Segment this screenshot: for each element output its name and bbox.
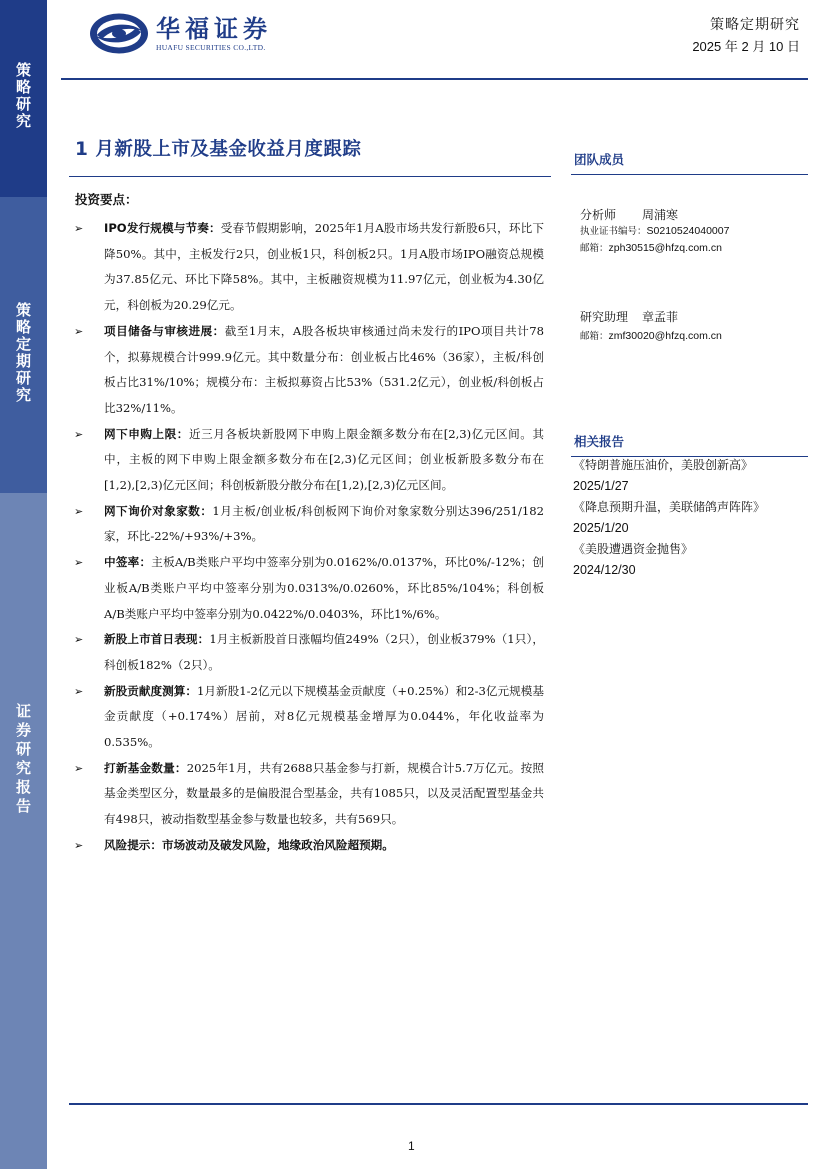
license-label: 执业证书编号：: [580, 226, 647, 237]
side-label-report: 证券研究报告: [14, 703, 32, 817]
assistant-email[interactable]: zmf30020@hfzq.com.cn: [608, 330, 722, 342]
related-report-title[interactable]: 《特朗普施压油价，美股创新高》: [573, 458, 754, 472]
key-point: [74, 756, 544, 833]
arrow-bullet-icon: ➢: [74, 427, 84, 441]
key-point-label: 新股上市首日表现：: [104, 632, 210, 647]
document-type: 策略定期研究: [710, 17, 800, 33]
key-point: [74, 550, 544, 627]
arrow-bullet-icon: ➢: [74, 324, 84, 338]
key-point-label: 项目储备与审核进展：: [104, 323, 225, 338]
key-points-list: [74, 216, 544, 859]
side-segment-periodic: [0, 197, 47, 493]
logo-swirl-icon: [88, 11, 150, 56]
header-divider: [61, 78, 808, 80]
analyst-name: 周浦寒: [642, 208, 679, 222]
email-label: 邮箱：: [580, 243, 609, 254]
key-point-label: IPO发行规模与节奏：: [104, 221, 221, 235]
document-date: 2025 年 2 月 10 日: [692, 39, 800, 54]
page-title: 1 月新股上市及基金收益月度跟踪: [75, 139, 362, 160]
summary-heading: 投资要点：: [75, 192, 138, 207]
related-report-date: 2025/1/20: [573, 521, 629, 535]
key-point-label: 网下询价对象家数：: [104, 503, 213, 518]
key-point-text: 近三月各板块新股网下申购上限金额多数分布在[2,3)亿元区间。其中，主板的网下申购上限金额多数分布在[2,3)亿元区间；创业板新股多数分布在[1,2),[2,3)亿元区间；科创板新股分散分布在[1,2),[2,3)亿元区间。: [104, 426, 544, 493]
arrow-bullet-icon: ➢: [74, 222, 84, 235]
analyst-license: [580, 223, 729, 237]
analyst-role: 分析师: [580, 208, 617, 222]
side-segment-report: [0, 493, 47, 1169]
key-point-label: 网下申购上限：: [104, 426, 189, 441]
assistant-name: 章孟菲: [642, 310, 679, 324]
related-report-title[interactable]: 《降息预期升温，美联储鸽声阵阵》: [573, 500, 766, 514]
key-point-label: 风险提示：: [104, 837, 162, 852]
related-report-title[interactable]: 《美股遭遇资金抛售》: [573, 542, 694, 556]
side-strip: [0, 0, 47, 1169]
arrow-bullet-icon: ➢: [74, 761, 84, 775]
analyst-row: [580, 206, 678, 223]
page-number: 1: [408, 1139, 415, 1153]
key-point-risk: [74, 833, 544, 859]
company-logo: [88, 11, 272, 56]
key-point-text: 1月新股1-2亿元以下规模基金贡献度（+0.25%）和2-3亿元规模基金贡献度（+0.174%）居前，对8亿元规模基金增厚为0.044%，年化收益率为0.535%。: [104, 683, 544, 750]
key-point: [74, 319, 544, 422]
key-point: [74, 627, 544, 678]
side-label-periodic: 策略定期研究: [14, 302, 32, 404]
license-value: S0210524040007: [646, 225, 730, 237]
key-point-text: 1月主板/创业板/科创板网下询价对象家数分别达396/251/182家，环比-22%/+93%/+3%。: [104, 503, 544, 544]
related-reports-section: [571, 432, 808, 457]
key-point-text: 主板A/B类账户平均中签率分别为0.0162%/0.0137%，环比0%/-12%；创业板A/B类账户平均中签率分别为0.0313%/0.0260%，环比85%/104%；科创板A/B类账户平均中签率分别为0.0422%/0.0403%，环比1%/6%。: [104, 555, 544, 621]
arrow-bullet-icon: ➢: [74, 684, 84, 698]
logo-chinese-name: 华福证券: [156, 15, 272, 43]
logo-english-name: HUAFU SECURITIES CO.,LTD.: [156, 43, 266, 52]
assistant-email-row: [580, 328, 722, 342]
key-point: [74, 216, 544, 319]
key-point-text: 1月主板新股首日涨幅均值249%（2只），创业板379%（1只），科创板182%（2只）。: [104, 632, 544, 672]
key-point: [74, 679, 544, 756]
team-heading: 团队成员: [571, 150, 808, 175]
key-point-text: 市场波动及破发风险，地缘政治风险超预期。: [161, 837, 394, 852]
key-point-text: 受春节假期影响，2025年1月A股市场共发行新股6只，环比下降50%。其中，主板发行2只，创业板1只，科创板2只。1月A股市场IPO融资总规模为37.85亿元、环比下降58%。其中，主板融资规模为11.97亿元，创业板为4.30亿元，科创板为20.29亿元。: [104, 221, 544, 313]
email-label: 邮箱：: [580, 331, 609, 342]
assistant-row: [580, 308, 678, 325]
arrow-bullet-icon: ➢: [74, 838, 84, 852]
arrow-bullet-icon: ➢: [74, 556, 84, 570]
related-report-date: 2025/1/27: [573, 479, 629, 493]
side-label-strategy: 策略研究: [14, 62, 32, 130]
arrow-bullet-icon: ➢: [74, 633, 84, 647]
related-report-date: 2024/12/30: [573, 563, 636, 577]
key-point: [74, 422, 544, 499]
analyst-email-row: [580, 240, 722, 254]
related-reports-heading: 相关报告: [571, 432, 808, 457]
related-reports-list: [573, 455, 805, 581]
key-point: [74, 499, 544, 550]
key-point-text: 截至1月末，A股各板块审核通过尚未发行的IPO项目共计78个，拟募规模合计999.9亿元。其中数量分布：创业板占比46%（36家），主板/科创板占比31%/10%；规模分布：主板拟募资占比53%（531.2亿元），创业板/科创板占比32%/11%。: [104, 323, 544, 415]
key-point-label: 打新基金数量：: [104, 760, 187, 775]
assistant-role: 研究助理: [580, 310, 629, 324]
footer-divider: [69, 1103, 808, 1105]
side-segment-strategy: [0, 0, 47, 197]
team-section: [571, 150, 808, 175]
arrow-bullet-icon: ➢: [74, 504, 84, 518]
key-point-label: 新股贡献度测算：: [104, 683, 197, 698]
title-divider: [69, 176, 551, 177]
key-point-text: 2025年1月，共有2688只基金参与打新，规模合计5.7万亿元。按照基金类型区分，数量最多的是偏股混合型基金，共有1085只，以及灵活配置型基金共有498只，被动指数型基金参与数量也较多，共有569只。: [104, 760, 544, 827]
analyst-email[interactable]: zph30515@hfzq.com.cn: [608, 242, 722, 254]
key-point-label: 中签率：: [104, 555, 152, 570]
